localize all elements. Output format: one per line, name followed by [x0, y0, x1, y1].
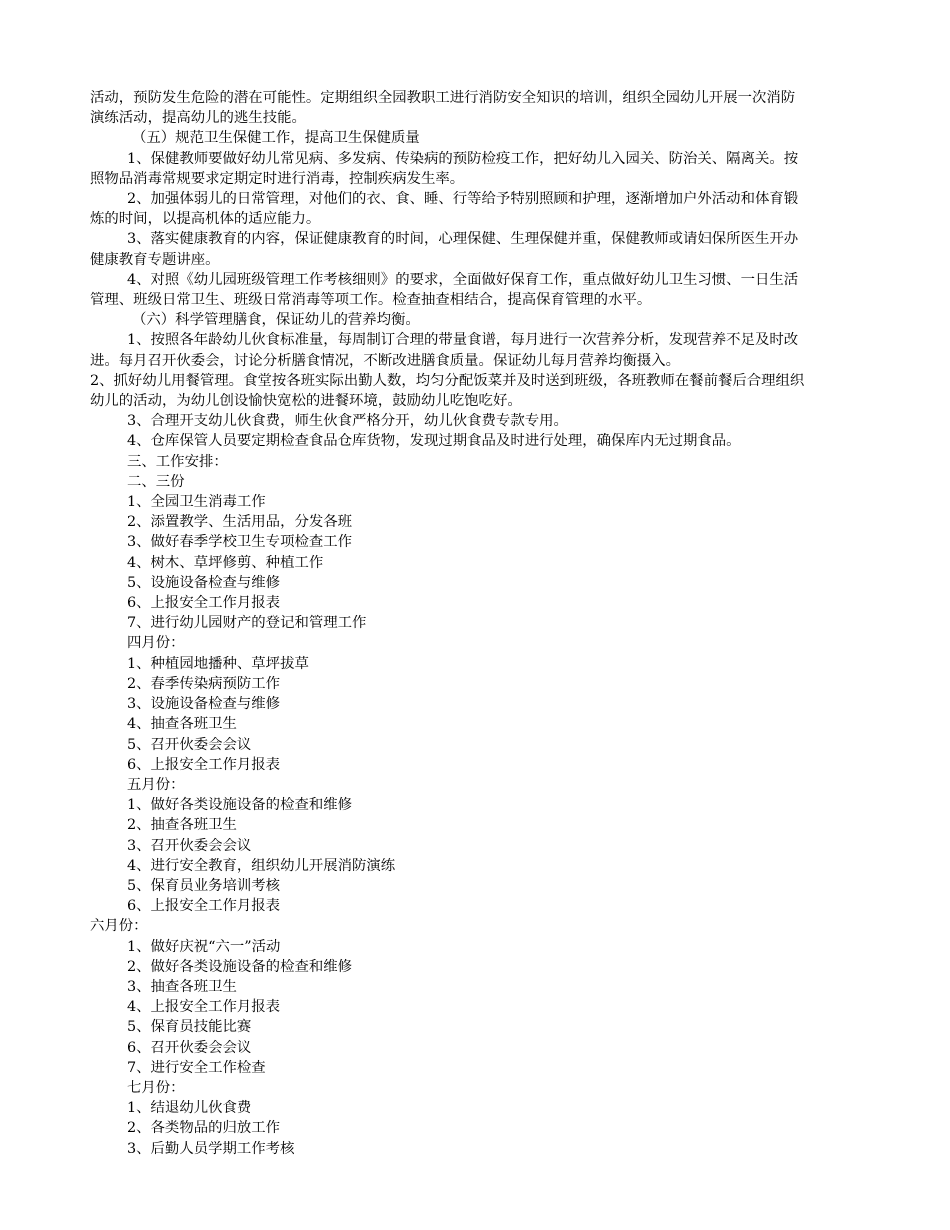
document-page — [90, 88, 860, 1159]
text-line: 3、做好春季学校卫生专项检查工作 — [127, 534, 353, 551]
text-line: 五月份： — [127, 776, 185, 793]
text-line: 四月份： — [127, 635, 185, 652]
text-line: 3、落实健康教育的内容，保证健康教育的时间，心理保健、生理保健并重，保健教师或请妇保所医生开办 — [127, 231, 799, 248]
text-line: 5、召开伙委会会议 — [127, 736, 252, 753]
text-line: 4、对照《幼儿园班级管理工作考核细则》的要求，全面做好保育工作，重点做好幼儿卫生习惯、一日生活 — [127, 271, 799, 288]
text-line: 1、保健教师要做好幼儿常见病、多发病、传染病的预防检疫工作，把好幼儿入园关、防治关、隔离关。按 — [127, 150, 799, 167]
text-line: 1、种植园地播种、草坪拔草 — [127, 655, 309, 672]
text-line: 3、设施设备检查与维修 — [127, 696, 281, 713]
text-line: 演练活动，提高幼儿的逃生技能。 — [90, 110, 306, 127]
text-line: 2、加强体弱儿的日常管理，对他们的衣、食、睡、行等给予特别照顾和护理，逐渐增加户外活动和体育锻 — [127, 191, 799, 208]
text-line: 进。每月召开伙委会，讨论分析膳食情况，不断改进膳食质量。保证幼儿每月营养均衡摄入。 — [90, 352, 681, 369]
text-line: 2、做好各类设施设备的检查和维修 — [127, 958, 353, 975]
text-line: 5、设施设备检查与维修 — [127, 574, 281, 591]
text-line: 1、结退幼儿伙食费 — [127, 1100, 252, 1117]
text-line: 1、做好庆祝“六一”活动 — [127, 938, 281, 955]
text-line: 活动，预防发生危险的潜在可能性。定期组织全园教职工进行消防安全知识的培训，组织全园幼儿开展一次消防 — [90, 90, 796, 106]
text-line: 4、树木、草坪修剪、种植工作 — [127, 554, 324, 571]
text-line: 3、后勤人员学期工作考核 — [127, 1140, 295, 1157]
text-line: 2、各类物品的归放工作 — [127, 1120, 281, 1137]
text-line: 二、三份 — [127, 473, 185, 490]
text-line: 1、做好各类设施设备的检查和维修 — [127, 797, 353, 814]
text-line: 7、进行幼儿园财产的登记和管理工作 — [127, 615, 367, 632]
text-line: （六）科学管理膳食，保证幼儿的营养均衡。 — [132, 312, 420, 329]
text-line: 4、进行安全教育，组织幼儿开展消防演练 — [127, 857, 396, 874]
text-line: 管理、班级日常卫生、班级日常消毒等项工作。检查抽查相结合，提高保育管理的水平。 — [90, 292, 652, 309]
text-line: 六月份： — [90, 918, 148, 935]
text-line: 4、仓库保管人员要定期检查食品仓库货物，发现过期食品及时进行处理，确保库内无过期食品。 — [127, 433, 741, 450]
text-line: 幼儿的活动，为幼儿创设愉快宽松的进餐环境，鼓励幼儿吃饱吃好。 — [90, 393, 522, 410]
text-line: 2、抓好幼儿用餐管理。食堂按各班实际出勤人数，均匀分配饭菜并及时送到班级，各班教师在餐前餐后合理组织 — [90, 372, 805, 389]
text-line: 2、抽查各班卫生 — [127, 817, 237, 834]
text-line: 2、添置教学、生活用品，分发各班 — [127, 514, 353, 531]
text-line: 3、合理开支幼儿伙食费，师生伙食严格分开，幼儿伙食费专款专用。 — [127, 413, 568, 430]
text-line: （五）规范卫生保健工作，提高卫生保健质量 — [132, 130, 420, 147]
text-line: 7、进行安全工作检查 — [127, 1059, 266, 1076]
text-line: 3、召开伙委会会议 — [127, 837, 252, 854]
text-line: 6、上报安全工作月报表 — [127, 595, 281, 612]
text-line: 七月份： — [127, 1079, 185, 1096]
text-line: 1、按照各年龄幼儿伙食标准量，每周制订合理的带量食谱，每月进行一次营养分析，发现营养不足及时改 — [127, 332, 799, 349]
text-line: 4、上报安全工作月报表 — [127, 999, 281, 1016]
text-line: 2、春季传染病预防工作 — [127, 675, 281, 692]
text-line: 1、全园卫生消毒工作 — [127, 494, 266, 511]
text-line: 6、召开伙委会会议 — [127, 1039, 252, 1056]
text-line: 三、工作安排： — [127, 453, 228, 470]
text-line: 6、上报安全工作月报表 — [127, 898, 281, 915]
text-line: 4、抽查各班卫生 — [127, 716, 237, 733]
text-line: 照物品消毒常规要求定期定时进行消毒，控制疾病发生率。 — [90, 170, 465, 187]
text-line: 健康教育专题讲座。 — [90, 251, 220, 268]
text-line: 5、保育员业务培训考核 — [127, 877, 281, 894]
text-line: 5、保育员技能比赛 — [127, 1019, 252, 1036]
text-line: 炼的时间，以提高机体的适应能力。 — [90, 211, 321, 228]
text-line: 6、上报安全工作月报表 — [127, 756, 281, 773]
text-line: 3、抽查各班卫生 — [127, 978, 237, 995]
